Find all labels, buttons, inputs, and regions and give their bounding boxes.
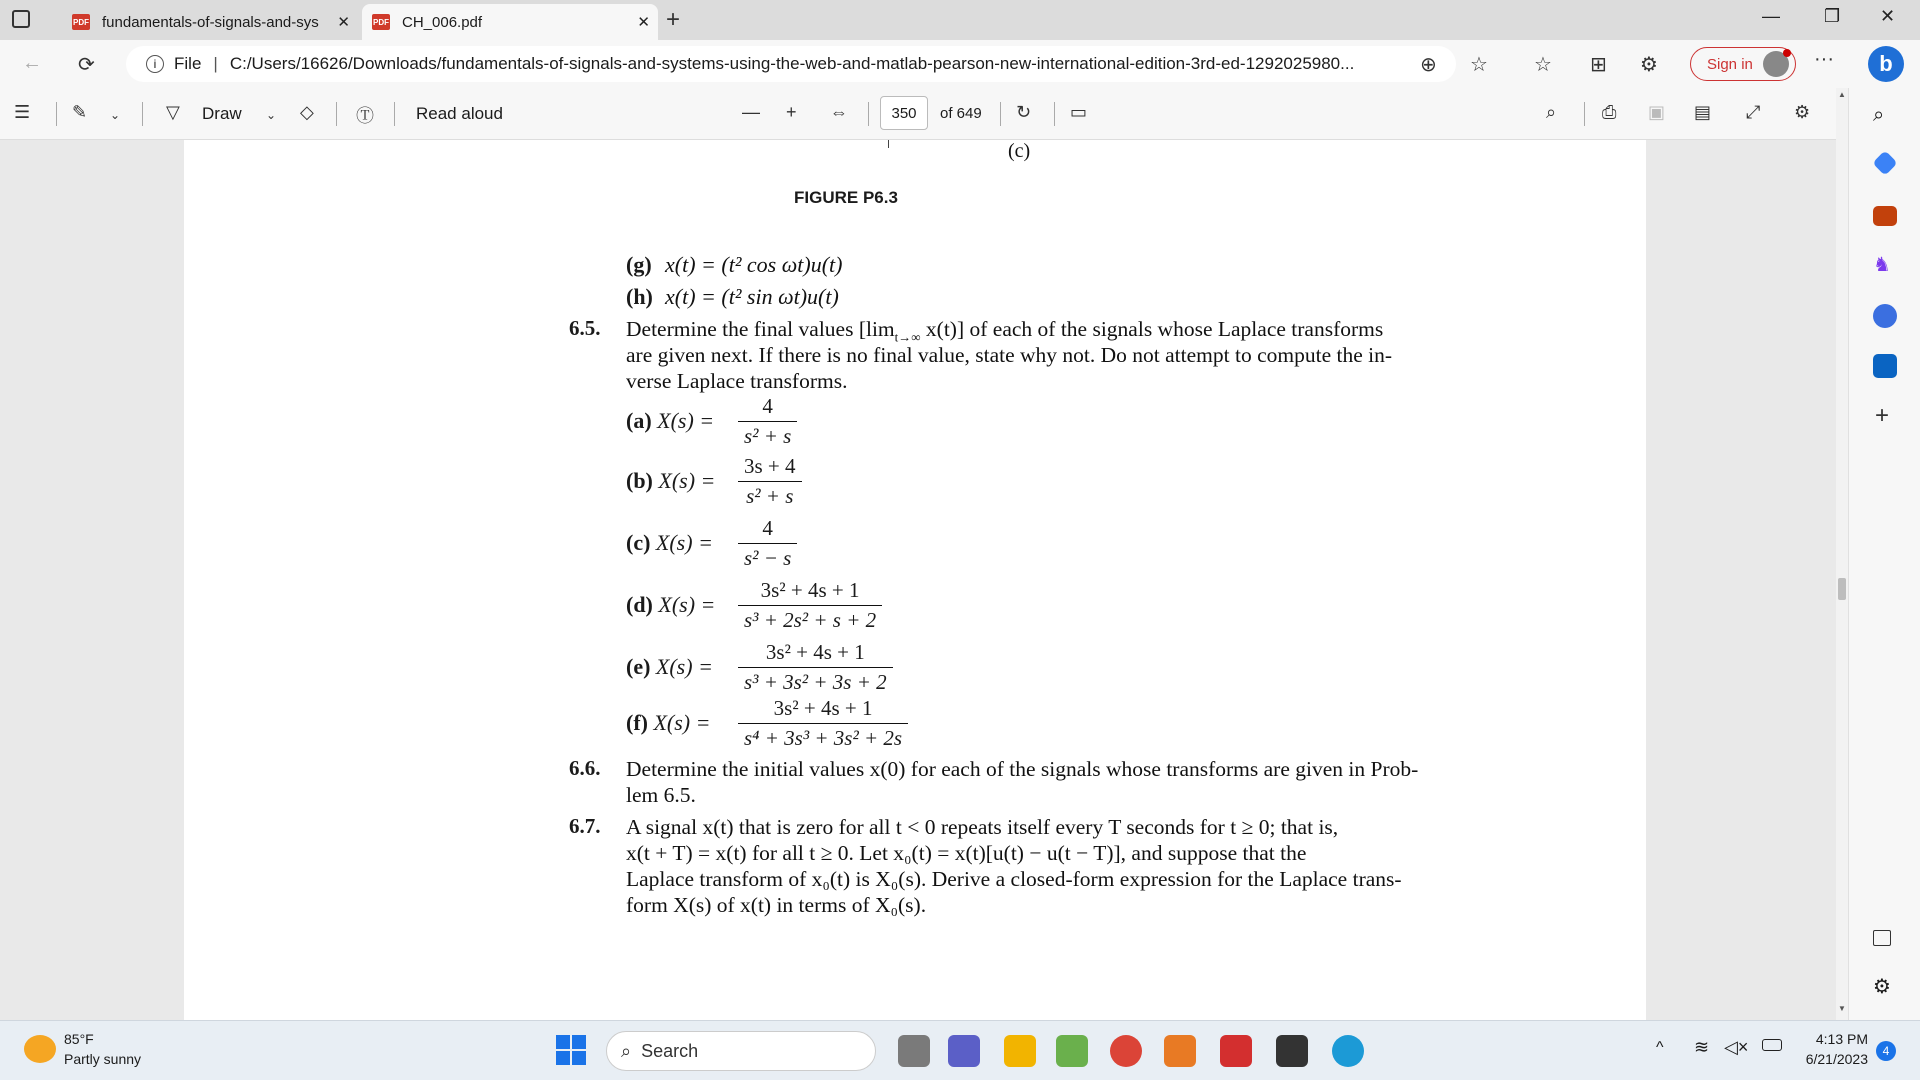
tab-ch006[interactable] <box>362 4 658 40</box>
chevron-down-icon[interactable]: ⌄ <box>266 108 277 122</box>
start-icon[interactable] <box>556 1035 586 1065</box>
fraction-e: $\frac{\text{3s² + 4s + 1}}{\text{s³ + 3s² + 3s + 2}}$ <box>738 640 893 695</box>
fraction-f: $\frac{\text{3s² + 4s + 1}}{\text{s⁴ + 3s³ + 3s² + 2s}}$ <box>738 696 908 751</box>
matlab-icon[interactable] <box>1164 1035 1196 1067</box>
page-number-input[interactable]: 350 <box>880 96 928 130</box>
search-icon[interactable]: ⌕ <box>1873 104 1885 126</box>
address-bar-row <box>0 40 1920 88</box>
extensions-icon[interactable]: ⚙ <box>1640 54 1658 76</box>
page-total: of 649 <box>940 105 982 122</box>
figure-label: FIGURE P6.3 <box>794 188 898 207</box>
rotate-icon[interactable]: ↻ <box>1016 102 1032 122</box>
print-icon[interactable]: ⎙ <box>1602 102 1617 122</box>
problem-6-7-line3: Laplace transform of x₀(t) is X₀(s). Derive a closed-form expression for the Laplace trans- <box>626 867 1402 891</box>
copilot-icon[interactable]: b <box>1868 46 1904 82</box>
draw-button[interactable]: Draw <box>202 104 242 123</box>
highlight-icon[interactable]: ✎ <box>72 102 88 122</box>
tab-strip <box>0 0 1920 40</box>
close-icon[interactable]: ✕ <box>337 14 350 31</box>
favorite-star-icon[interactable]: ☆ <box>1470 54 1488 76</box>
tab-actions-icon[interactable] <box>12 10 30 28</box>
outlook-icon[interactable] <box>1873 354 1897 378</box>
weather-description[interactable]: Partly sunny <box>64 1051 142 1067</box>
pdf-page: (c) FIGURE P6.3 (g) x(t) = (t² cos ωt)u(t) (h) x(t) = (t² sin ωt)u(t) 6.5. Determine the final values [$\lim_{t\to\infty}$ x(t)] of each of the signals whose Laplace transforms are given next. If there is no final value, state why not. Do not attempt to compute the in- verse Laplace transforms. (a) X(s) = $\frac{4}{\text{s² + s}}$ (b) X(s) = $\frac{3s + 4}{\text{s² + s}}$ (c) X(s) = $\frac{4}{\text{s² − s}}$ (d) X(s) = $\frac{\text{3s² + 4s + 1}}{\text{s³ + 2s² + s + 2}}$ (e) X(s) = $\frac{\text{3s² + 4s + 1}}{\text{s³ + 3s² + 3s + 2}}$ (f) X(s) = $\frac{\text{3s² + 4s + 1}}{\text{s⁴ + 3s³ + 3s² + 2s}}$ 6.6. Determine the initial values x(0) for each of the signals whose transforms are given in Prob- lem 6.5. 6.7. A signal x(t) that is zero for all t < 0 repeats itself every T seconds for t ≥ 0; that is, x(t + T) = x(t) for all t ≥ 0. Let x₀(t) = x(t)[u(t) − u(t − T)], and suppose that the Laplace transform of x₀(t) is X₀(s). Derive a closed-form expression for the Laplace trans- form X(s) of x(t) in terms of X₀(s). <box>184 140 1646 1020</box>
more-icon[interactable]: ··· <box>1814 48 1834 70</box>
scroll-thumb[interactable] <box>1838 578 1846 600</box>
chrome-icon[interactable] <box>1110 1035 1142 1067</box>
tab-title: fundamentals-of-signals-and-sys <box>102 13 319 31</box>
weather-icon[interactable] <box>24 1035 56 1063</box>
zoom-in-button[interactable]: + <box>786 102 797 122</box>
task-view-icon[interactable] <box>898 1035 930 1067</box>
sign-in-button[interactable]: Sign in <box>1690 47 1796 81</box>
contents-icon[interactable]: ☰ <box>14 102 31 122</box>
split-screen-icon[interactable] <box>1873 930 1891 946</box>
info-icon[interactable]: i <box>146 55 164 73</box>
settings-icon[interactable]: ⚙ <box>1794 102 1811 122</box>
problem-6-7-line1: A signal x(t) that is zero for all t < 0 repeats itself every T seconds for t ≥ 0; that is, <box>626 815 1339 839</box>
vertical-scrollbar[interactable] <box>1836 88 1848 1020</box>
tab-fundamentals[interactable] <box>72 4 358 40</box>
back-icon[interactable]: ← <box>22 52 42 74</box>
search-icon: ⌕ <box>621 1040 632 1061</box>
problem-number: 6.6. <box>569 756 601 780</box>
shopping-tag-icon[interactable] <box>1872 150 1897 175</box>
figure-subcaption: (c) <box>1008 140 1031 162</box>
problem-6-6-line1: Determine the initial values x(0) for each of the signals whose transforms are given in Prob- <box>626 757 1419 781</box>
edge-icon[interactable] <box>1332 1035 1364 1067</box>
pdf-icon: PDF <box>72 14 90 30</box>
equation-g: x(t) = (t² cos ωt)u(t) <box>665 252 843 277</box>
weather-temperature[interactable]: 85°F <box>64 1031 94 1047</box>
save-icon[interactable]: ▣ <box>1648 102 1666 122</box>
problem-6-5-line1: Determine the final values [$\lim_{t\to\infty}$ x(t)] of each of the signals whose Laplace transforms <box>626 317 1384 345</box>
collections-icon[interactable]: ⊞ <box>1590 54 1607 76</box>
search-icon[interactable]: ⌕ <box>1546 102 1557 122</box>
refresh-icon[interactable]: ⟳ <box>78 54 95 76</box>
wifi-icon[interactable]: ≋ <box>1694 1037 1710 1057</box>
acrobat-icon[interactable] <box>1220 1035 1252 1067</box>
edge-sidebar <box>1848 88 1920 1020</box>
close-icon[interactable]: ✕ <box>637 14 650 31</box>
fit-width-icon[interactable]: ⇔ <box>830 102 848 122</box>
add-icon[interactable]: + <box>1875 402 1890 429</box>
save-as-icon[interactable]: ▤ <box>1694 102 1712 122</box>
equation-h: x(t) = (t² sin ωt)u(t) <box>665 284 839 309</box>
file-explorer-icon[interactable] <box>1004 1035 1036 1067</box>
fraction-b: $\frac{3s + 4}{\text{s² + s}}$ <box>738 454 802 509</box>
pdf-toolbar <box>0 88 1836 140</box>
battery-icon[interactable] <box>1762 1039 1782 1051</box>
page-view-icon[interactable]: ▭ <box>1070 102 1088 122</box>
teams-icon[interactable] <box>948 1035 980 1067</box>
text-box-icon[interactable]: Ⓣ <box>356 106 374 126</box>
problem-number: 6.7. <box>569 814 601 838</box>
settings-icon[interactable]: ⚙ <box>1873 976 1891 998</box>
fraction-c: $\frac{4}{\text{s² − s}}$ <box>738 516 797 571</box>
problem-6-7-line4: form X(s) of x(t) in terms of X₀(s). <box>626 893 927 917</box>
pdf-icon: PDF <box>372 14 390 30</box>
full-screen-icon[interactable]: ⤢ <box>1746 102 1761 122</box>
close-window-icon[interactable]: ✕ <box>1880 6 1896 26</box>
restore-icon[interactable]: ❐ <box>1824 6 1841 26</box>
tab-title: CH_006.pdf <box>402 13 483 31</box>
scroll-down-icon[interactable]: ▼ <box>1838 1004 1846 1013</box>
url-text[interactable]: C:/Users/16626/Downloads/fundamentals-of-signals-and-systems-using-the-web-and-matlab-pearson-new-international-edition-3rd-ed-1292025980... <box>229 54 1355 73</box>
part-label: (h) <box>626 284 653 309</box>
scroll-up-icon[interactable]: ▲ <box>1838 90 1846 99</box>
notification-dot <box>1783 49 1791 57</box>
chevron-down-icon[interactable]: ⌄ <box>110 108 121 122</box>
favorites-icon[interactable]: ☆ <box>1534 54 1552 76</box>
chevron-up-icon[interactable]: ^ <box>1656 1039 1664 1056</box>
part-label: (g) <box>626 252 652 277</box>
taskbar-search[interactable]: ⌕ Search <box>606 1031 876 1071</box>
terminal-icon[interactable] <box>1276 1035 1308 1067</box>
volume-muted-icon[interactable]: ◁× <box>1724 1037 1749 1057</box>
problem-6-5-line2: are given next. If there is no final value, state why not. Do not attempt to compute the in- <box>626 343 1393 367</box>
minimize-icon[interactable]: — <box>1762 6 1780 26</box>
file-label: File <box>174 54 202 73</box>
tools-icon[interactable] <box>1873 206 1897 226</box>
grammarly-icon[interactable] <box>1056 1035 1088 1067</box>
draw-icon[interactable]: ▽ <box>166 102 180 122</box>
games-icon[interactable]: ♞ <box>1873 254 1891 276</box>
zoom-icon[interactable]: ⊕ <box>1420 54 1437 76</box>
zoom-out-button[interactable]: — <box>742 102 760 122</box>
new-tab-button[interactable]: + <box>666 6 681 33</box>
document-viewport[interactable] <box>0 140 1836 1020</box>
read-aloud-button[interactable]: Read aloud <box>416 104 503 123</box>
problem-6-7-line2: x(t + T) = x(t) for all t ≥ 0. Let x₀(t) = x(t)[u(t) − u(t − T)], and suppose that the <box>626 841 1307 865</box>
eraser-icon[interactable]: ◇ <box>300 102 314 122</box>
address-bar[interactable]: i File | C:/Users/16626/Downloads/fundamentals-of-signals-and-systems-using-the-web-and-matlab-pearson-new-international-edition-3rd-ed-1292025980... <box>126 46 1456 82</box>
taskbar <box>0 1020 1920 1080</box>
problem-6-5-line3: verse Laplace transforms. <box>626 369 848 393</box>
clock-time[interactable]: 4:13 PM <box>1815 1031 1868 1047</box>
clock-date[interactable]: 6/21/2023 <box>1805 1051 1868 1067</box>
problem-6-6-line2: lem 6.5. <box>626 783 696 807</box>
notification-badge[interactable]: 4 <box>1876 1041 1896 1061</box>
fraction-a: $\frac{4}{\text{s² + s}}$ <box>738 394 797 449</box>
fraction-d: $\frac{\text{3s² + 4s + 1}}{\text{s³ + 2s² + s + 2}}$ <box>738 578 882 633</box>
microsoft-365-icon[interactable] <box>1873 304 1897 328</box>
problem-number: 6.5. <box>569 316 601 340</box>
